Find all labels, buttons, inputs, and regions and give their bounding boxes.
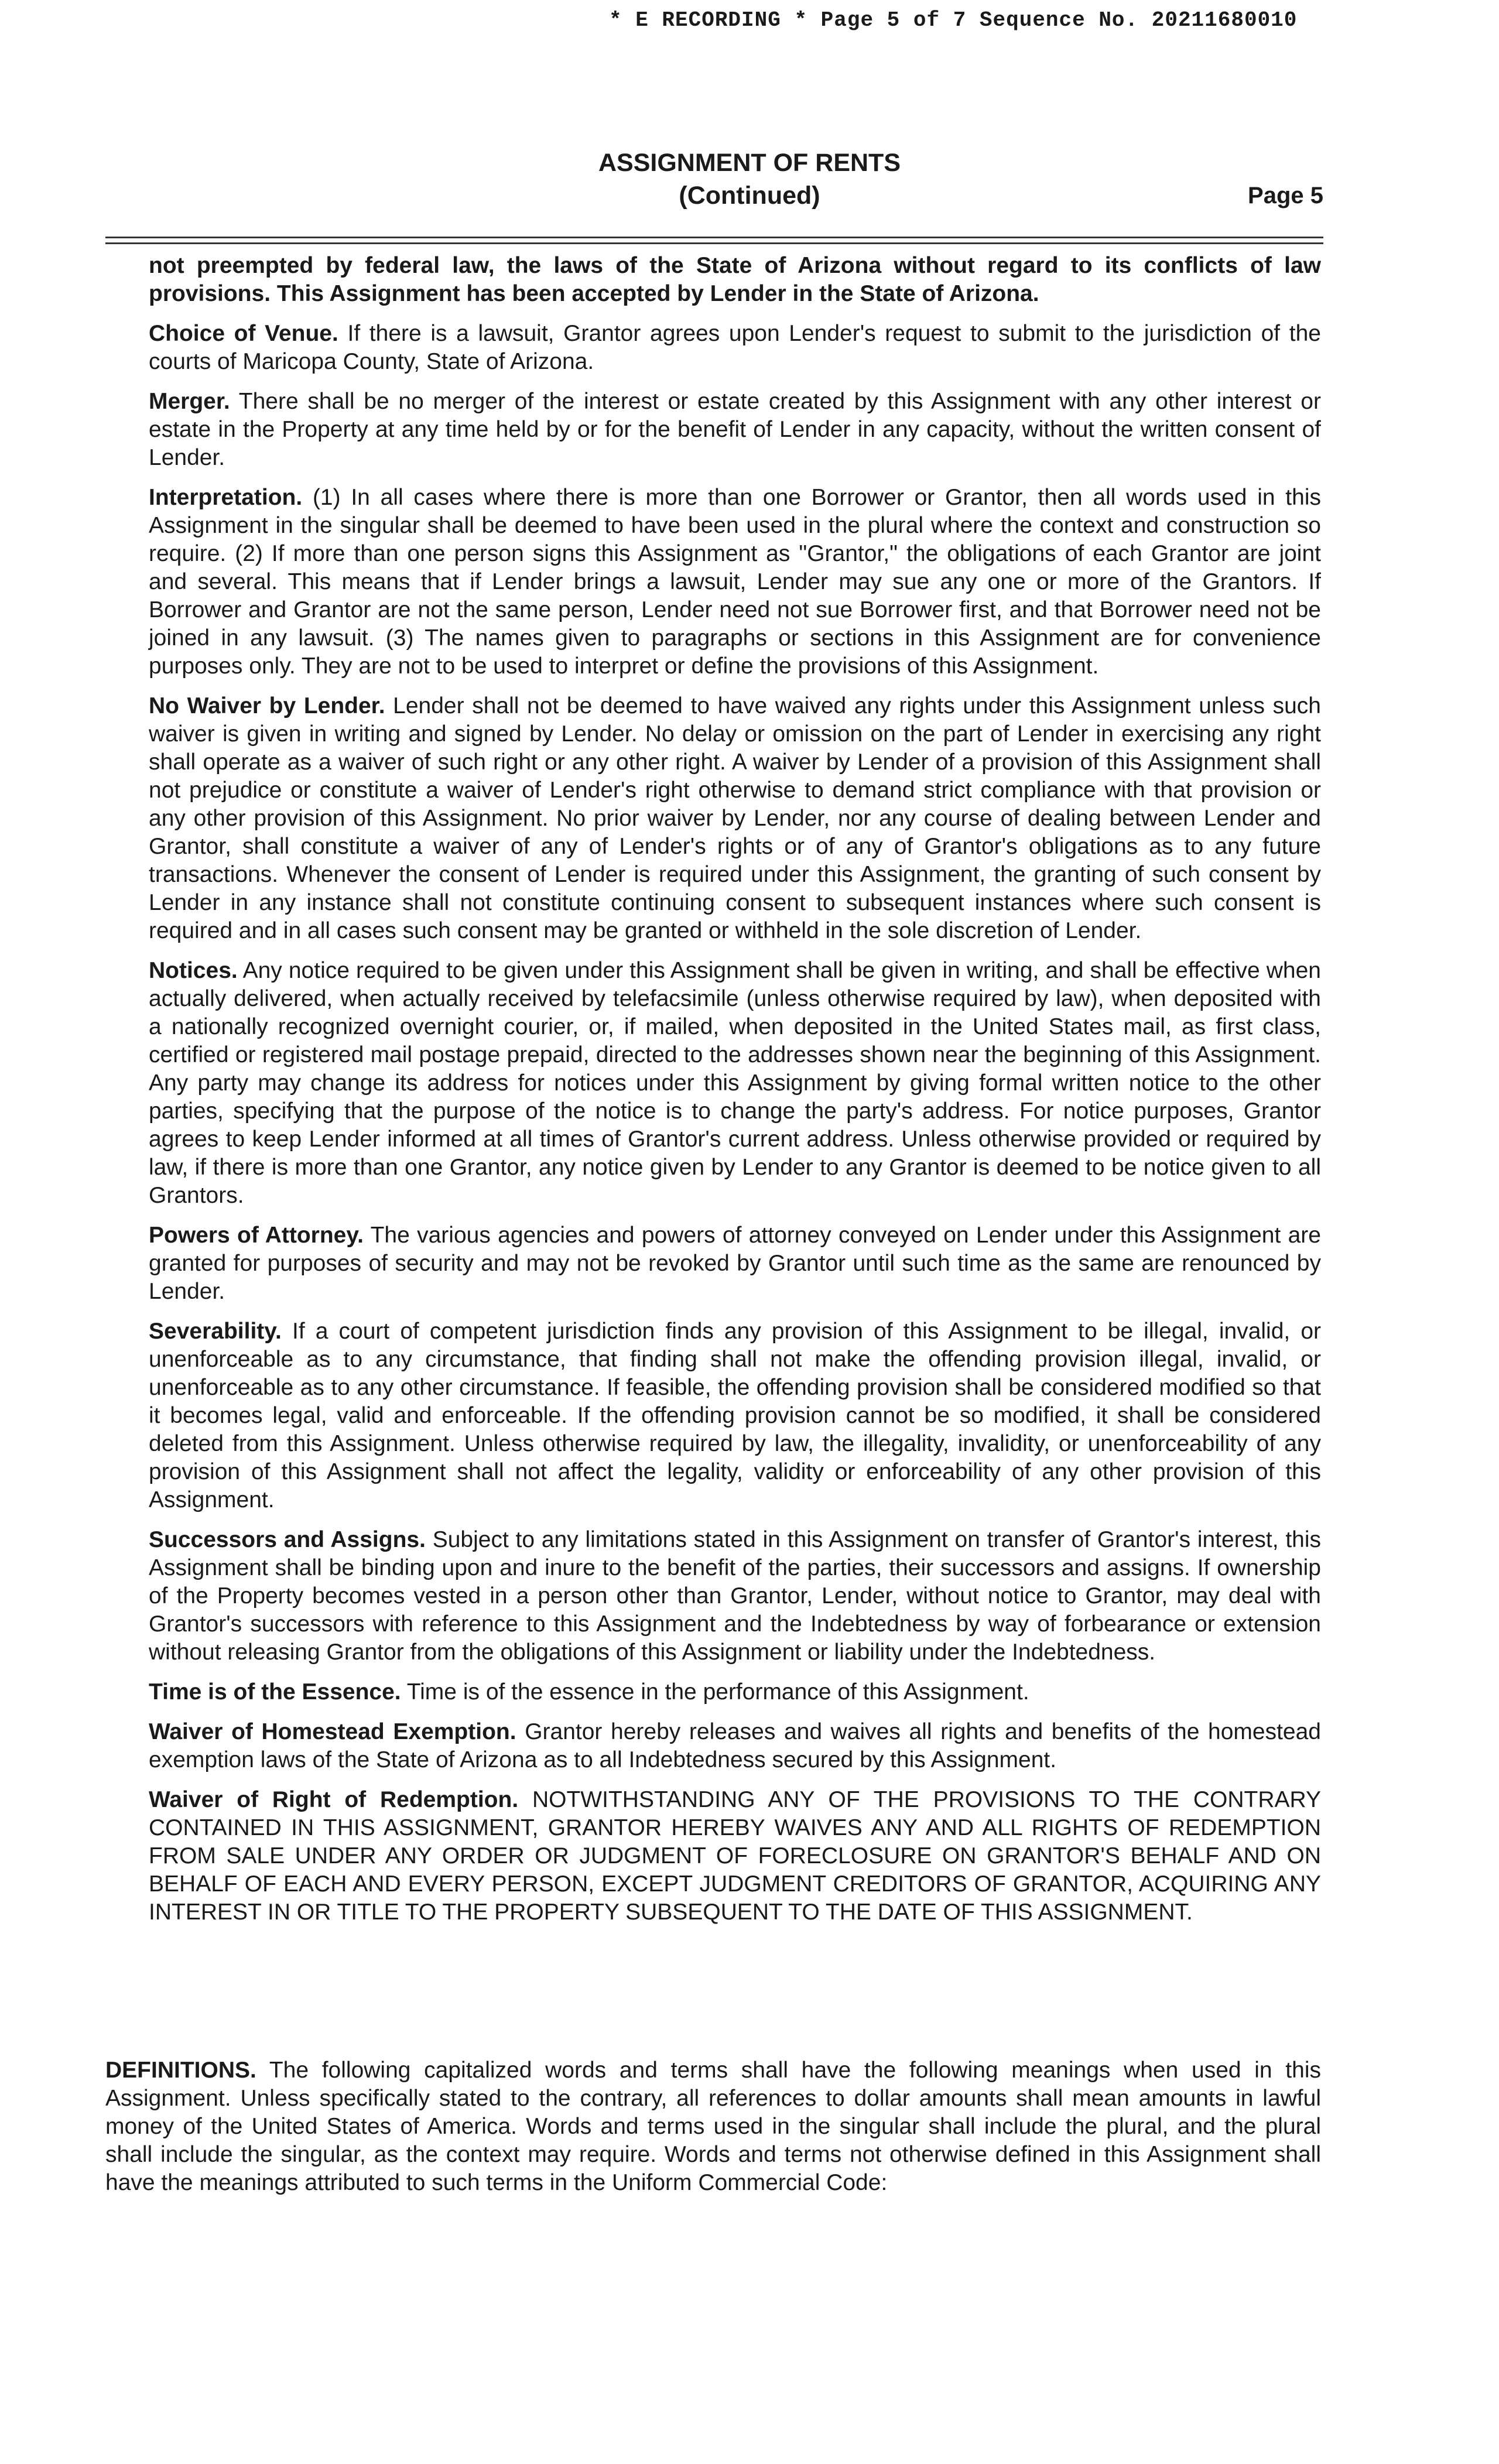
document-body: [149, 252, 1321, 1938]
header-rule-top: [105, 237, 1323, 238]
section-waiver-of-homestead-exemption: [149, 1718, 1321, 1774]
section-heading: Successors and Assigns.: [149, 1527, 426, 1552]
intro-paragraph: not preempted by federal law, the laws of the State of Arizona without regard to its conflicts of law provisions. This Assignment has been accepted by Lender in the State of Arizona.: [149, 253, 1321, 306]
section-heading: No Waiver by Lender.: [149, 693, 385, 718]
section-body: There shall be no merger of the interest or estate created by this Assignment with any other interest or estate in the Property at any time held by or for the benefit of Lender in any capacity, without the written consent of Lender.: [149, 389, 1321, 470]
section-body: Lender shall not be deemed to have waived any rights under this Assignment unless such waiver is given in writing and signed by Lender. No delay or omission on the part of Lender in exercising any right shall operate as a waiver of such right or any other right. A waiver by Lender of a provision of this Assignment shall not prejudice or constitute a waiver of Lender's right otherwise to demand strict compliance with that provision or any other provision of this Assignment. No prior waiver by Lender, nor any course of dealing between Lender and Grantor, shall constitute a waiver of any of Lender's rights or of any of Grantor's obligations as to any future transactions. Whenever the consent of Lender is required under this Assignment, the granting of such consent by Lender in any instance shall not constitute continuing consent to subsequent instances where such consent is required and in all cases such consent may be granted or withheld in the sole discretion of Lender.: [149, 693, 1321, 943]
section-heading: Merger.: [149, 389, 230, 414]
definitions-heading: DEFINITIONS.: [105, 2058, 256, 2083]
section-body: Subject to any limitations stated in this Assignment on transfer of Grantor's interest, this Assignment shall be binding upon and inure to the benefit of the parties, their successors and assigns. If ownership of the Property becomes vested in a person other than Grantor, Lender, without notice to Grantor, may deal with Grantor's successors with reference to this Assignment and the Indebtedness by way of forbearance or extension without releasing Grantor from the obligations of this Assignment or liability under the Indebtedness.: [149, 1527, 1322, 1665]
section-heading: Waiver of Right of Redemption.: [149, 1787, 519, 1812]
section-heading: Time is of the Essence.: [149, 1679, 401, 1705]
section-severability: [149, 1317, 1321, 1514]
section-body: (1) In all cases where there is more than one Borrower or Grantor, then all words used in this Assignment in the singular shall be deemed to have been used in the plural where the context and construction so require. (2) If more than one person signs this Assignment as "Grantor," the obligations of each Grantor are joint and several. This means that if Lender brings a lawsuit, Lender may sue any one or more of the Grantors. If Borrower and Grantor are not the same person, Lender need not sue Borrower first, and that Borrower need not be joined in any lawsuit. (3) The names given to paragraphs or sections in this Assignment are for convenience purposes only. They are not to be used to interpret or define the provisions of this Assignment.: [149, 485, 1321, 679]
section-heading: Notices.: [149, 958, 238, 983]
section-choice-of-venue: [149, 320, 1321, 376]
section-body: If a court of competent jurisdiction finds any provision of this Assignment to be illegal, invalid, or unenforceable as to any circumstance, that finding shall not make the offending provision illegal, invalid, or unenforceable as to any other circumstance. If feasible, the offending provision shall be considered modified so that it becomes legal, valid and enforceable. If the offending provision cannot be so modified, it shall be considered deleted from this Assignment. Unless otherwise required by law, the illegality, invalidity, or unenforceability of any provision of this Assignment shall not affect the legality, validity or enforceability of any other provision of this Assignment.: [149, 1319, 1321, 1512]
section-heading: Choice of Venue.: [149, 321, 338, 346]
section-heading: Severability.: [149, 1319, 282, 1344]
section-heading: Waiver of Homestead Exemption.: [149, 1719, 516, 1744]
document-subtitle: (Continued): [679, 182, 820, 210]
section-body: If there is a lawsuit, Grantor agrees upon Lender's request to submit to the jurisdiction of the courts of Maricopa County, State of Arizona.: [149, 321, 1321, 374]
section-body: Any notice required to be given under this Assignment shall be given in writing, and shall be effective when actually delivered, when actually received by telefacsimile (unless otherwise required by law), when deposited with a nationally recognized overnight courier, or, if mailed, when deposited in the United States mail, as first class, certified or registered mail postage prepaid, directed to the addresses shown near the beginning of this Assignment. Any party may change its address for notices under this Assignment by giving formal written notice to the other parties, specifying that the purpose of the notice is to change the party's address. For notice purposes, Grantor agrees to keep Lender informed at all times of Grantor's current address. Unless otherwise provided or required by law, if there is more than one Grantor, any notice given by Lender to any Grantor is deemed to be notice given to all Grantors.: [149, 958, 1321, 1208]
document-title: ASSIGNMENT OF RENTS: [598, 149, 901, 177]
definitions-paragraph: [105, 2056, 1321, 2197]
page-number: Page 5: [1248, 183, 1323, 208]
recording-stamp: * E RECORDING * Page 5 of 7 Sequence No. 20211680010: [609, 8, 1298, 32]
section-merger: [149, 388, 1321, 472]
section-waiver-of-right-of-redemption: [149, 1786, 1321, 1926]
section-body: The various agencies and powers of attorney conveyed on Lender under this Assignment are granted for purposes of security and may not be revoked by Grantor until such time as the same are renounced by Lender.: [149, 1223, 1321, 1304]
section-body: NOTWITHSTANDING ANY OF THE PROVISIONS TO THE CONTRARY CONTAINED IN THIS ASSIGNMENT, GRANTOR HEREBY WAIVES ANY AND ALL RIGHTS OF REDEMPTION FROM SALE UNDER ANY ORDER OR JUDGMENT OF FORECLOSURE ON GRANTOR'S BEHALF AND ON BEHALF OF EACH AND EVERY PERSON, EXCEPT JUDGMENT CREDITORS OF GRANTOR, ACQUIRING ANY INTEREST IN OR TITLE TO THE PROPERTY SUBSEQUENT TO THE DATE OF THIS ASSIGNMENT.: [149, 1787, 1321, 1925]
section-heading: Powers of Attorney.: [149, 1223, 364, 1248]
section-heading: Interpretation.: [149, 485, 303, 510]
section-powers-of-attorney: [149, 1221, 1321, 1306]
definitions-body: The following capitalized words and terms shall have the following meanings when used in this Assignment. Unless specifically stated to the contrary, all references to dollar amounts shall mean amounts in lawful money of the United States of America. Words and terms used in the singular shall include the plural, and the plural shall include the singular, as the context may require. Words and terms not otherwise defined in this Assignment shall have the meanings attributed to such terms in the Uniform Commercial Code:: [105, 2058, 1321, 2195]
section-notices: [149, 957, 1321, 1210]
header-rule-bottom: [105, 242, 1323, 244]
section-interpretation: [149, 484, 1321, 680]
section-no-waiver-by-lender: [149, 692, 1321, 945]
section-body: Time is of the essence in the performance of this Assignment.: [406, 1679, 1029, 1705]
definitions-section: [105, 2056, 1321, 2197]
section-body: Grantor hereby releases and waives all rights and benefits of the homestead exemption laws of the State of Arizona as to all Indebtedness secured by this Assignment.: [149, 1719, 1321, 1772]
section-successors-and-assigns: [149, 1526, 1321, 1666]
section-time-is-of-the-essence: [149, 1678, 1321, 1706]
